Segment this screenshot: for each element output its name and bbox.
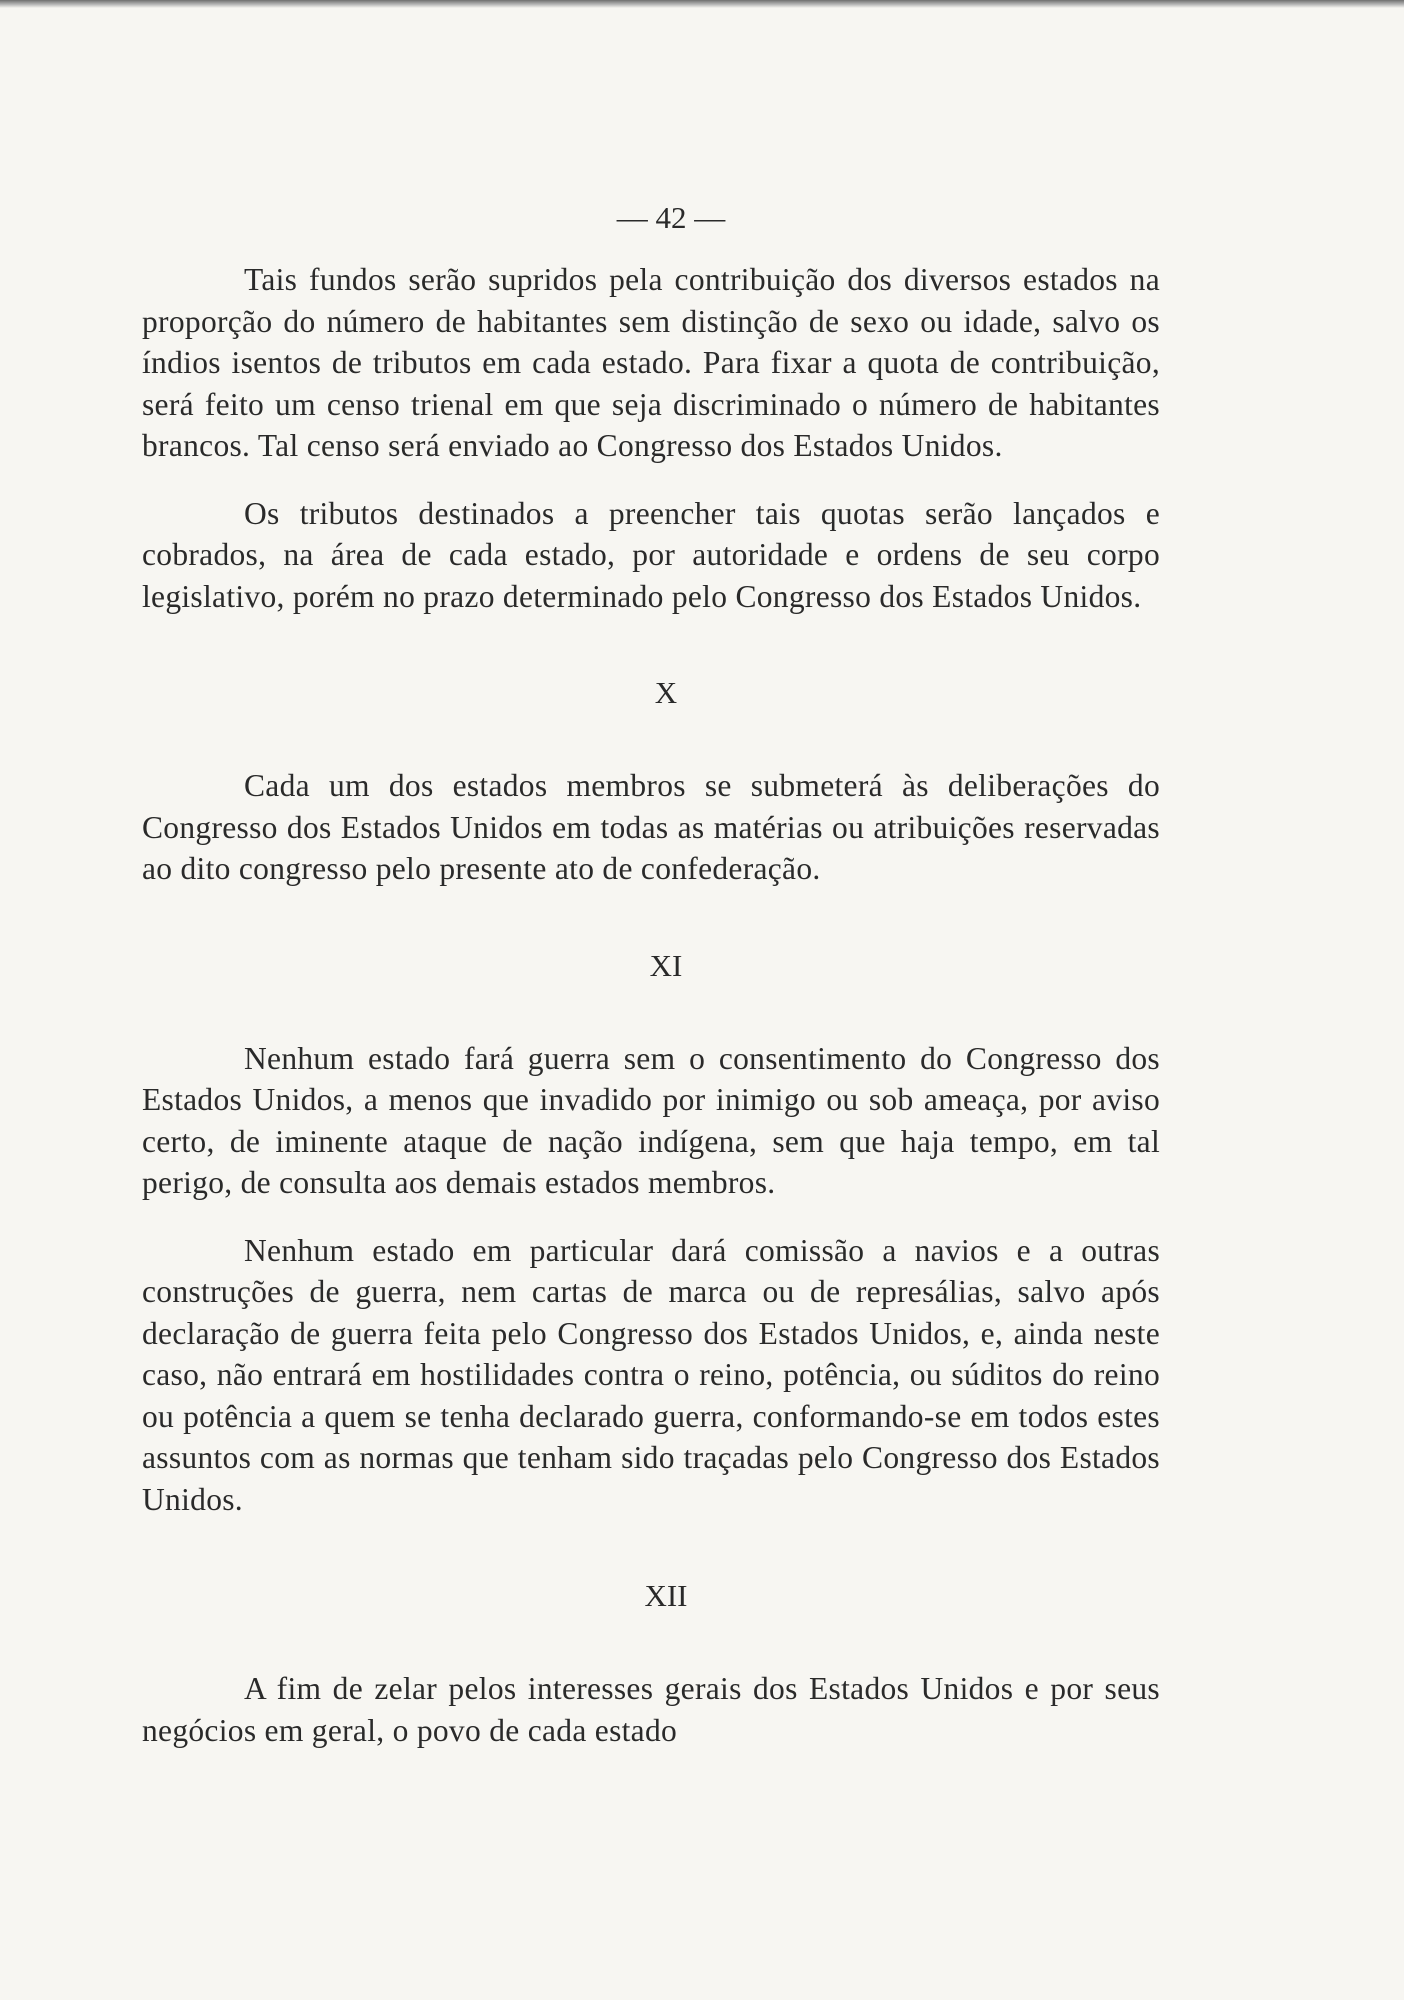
paragraph-submission: Cada um dos estados membros se submeterá às deliberações do Congresso dos Estados Unidos em todas as matérias ou atribuições reservadas ao dito congresso pelo presente ato de confederação. bbox=[142, 768, 1160, 886]
article-heading-x: X bbox=[654, 675, 678, 710]
paragraph-funds: Tais fundos serão supridos pela contribuição dos diversos estados na proporção do número de habitantes sem distinção de sexo ou idade, salvo os índios isentos de tributos em cada estado. Para fixar a quota de contribuição, será feito um censo trienal em que seja discriminado o número de habitantes brancos. Tal censo será enviado ao Congresso dos Estados Unidos. bbox=[142, 262, 1160, 463]
paragraph-interests: A fim de zelar pelos interesses gerais dos Estados Unidos e por seus negócios em geral, o povo de cada estado bbox=[142, 1671, 1160, 1748]
article-heading-xi: XI bbox=[649, 947, 683, 983]
page-number: — 42 — bbox=[616, 200, 726, 235]
paragraph-commissions: Nenhum estado em particular dará comissão a navios e a outras construções de guerra, nem cartas de marca ou de represálias, salvo após declaração de guerra feita pelo Congresso dos Estados Unidos, e, ainda neste caso, não entrará em hostilidades contra o reino, potência, ou súditos do reino ou potência a quem se tenha declarado guerra, conformando-se em todos estes assuntos com as normas que tenham sido traçadas pelo Congresso dos Estados Unidos. bbox=[142, 1232, 1160, 1517]
document-page bbox=[142, 200, 1160, 1751]
paragraph-war: Nenhum estado fará guerra sem o consentimento do Congresso dos Estados Unidos, a menos que invadido por inimigo ou sob ameaça, por aviso certo, de iminente ataque de nação indígena, sem que haja tempo, em tal perigo, de consulta aos demais estados membros. bbox=[142, 1040, 1160, 1200]
article-heading-xii: XII bbox=[644, 1578, 688, 1613]
paragraph-tributes: Os tributos destinados a preencher tais quotas serão lançados e cobrados, na área de cada estado, por autoridade e ordens de seu corpo legislativo, porém no prazo determinado pelo Congresso dos Estados Unidos. bbox=[142, 495, 1160, 614]
scan-top-edge bbox=[0, 0, 1404, 8]
